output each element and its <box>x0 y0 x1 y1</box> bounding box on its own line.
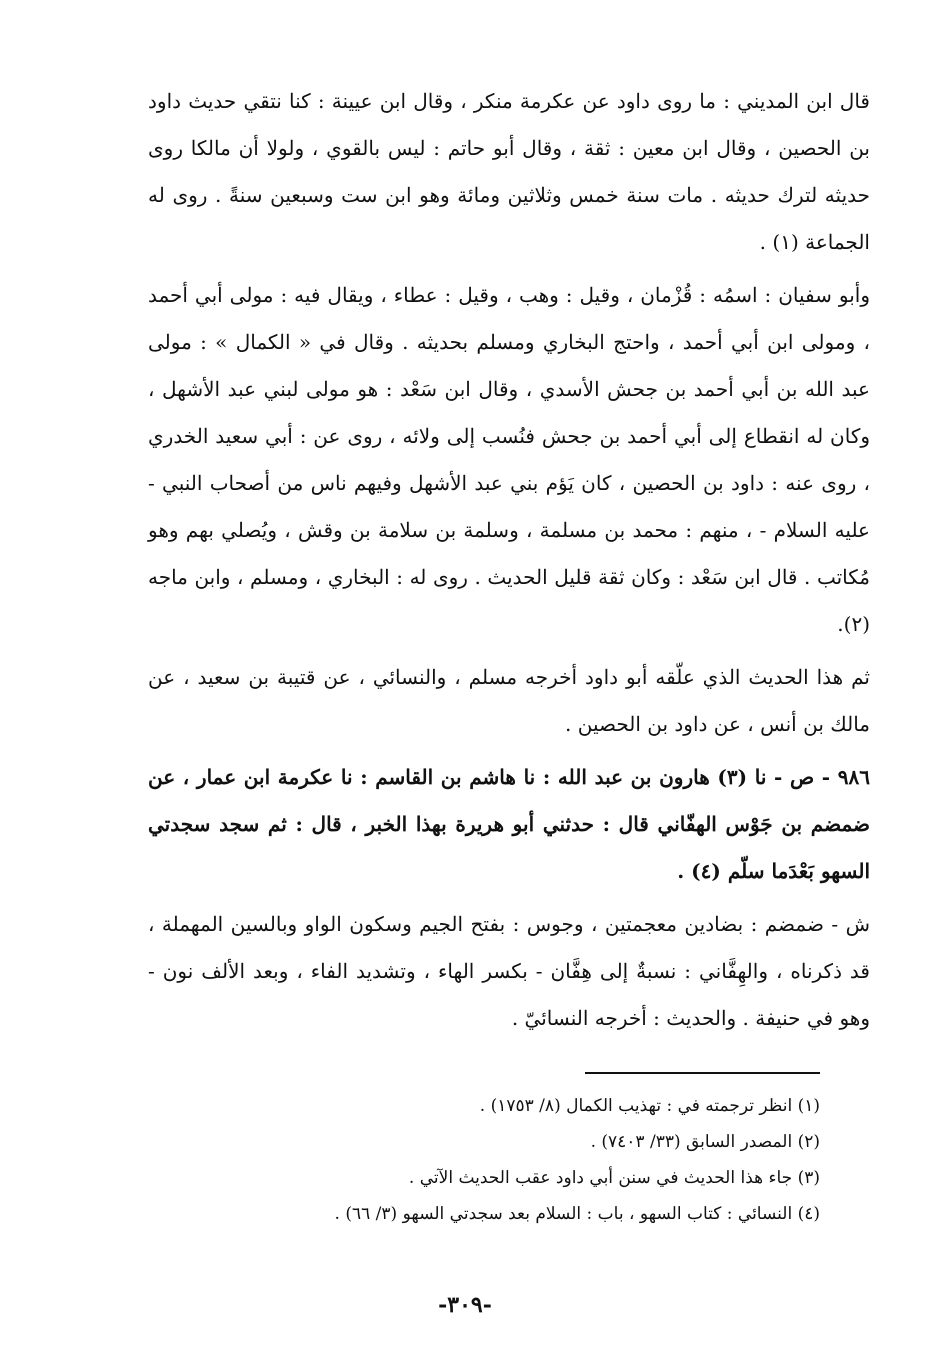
footnote-2: (٢) المصدر السابق (٣٣/ ٧٤٠٣) . <box>590 1132 820 1152</box>
hadith-986: ٩٨٦ - ص - نا (٣) هارون بن عبد الله : نا هاشم بن القاسم : نا عكرمة ابن عمار ، عن ضمضم بن جَوْس الهفّاني قال : حدثني أبو هريرة بهذا الخبر ، قال : ثم سجد سجدتي السهو بَعْدَما سلّم (٤) . <box>148 765 870 883</box>
paragraph-ibn-madini: قال ابن المديني : ما روى داود عن عكرمة منكر ، وقال ابن عيينة : كنا نتقي حديث داود بن الحصين ، وقال ابن معين : ثقة ، وقال أبو حاتم : ليس بالقوي ، ولولا أن مالكا روى حديثه لترك حديثه . مات سنة خمس وثلاثين ومائة وهو ابن ست وسبعين سنةً . روى له الجماعة (١) . <box>148 89 870 254</box>
footnote-4: (٤) النسائي : كتاب السهو ، باب : السلام بعد سجدتي السهو (٣/ ٦٦) . <box>334 1204 820 1224</box>
footnote-separator <box>585 1072 820 1074</box>
main-text-block <box>148 78 870 1042</box>
paragraph-abu-sufyan: وأبو سفيان : اسمُه : قُزْمان ، وقيل : وهب ، وقيل : عطاء ، ويقال فيه : مولى أبي أحمد ، ومولى ابن أبي أحمد ، واحتج البخاري ومسلم بحديثه . وقال في « الكمال » : مولى عبد الله بن أبي أحمد بن جحش الأسدي ، وقال ابن سَعْد : هو مولى لبني عبد الأشهل ، وكان له انقطاع إلى أبي أحمد بن جحش فنُسب إلى ولائه ، روى عن : أبي سعيد الخدري ، روى عنه : داود بن الحصين ، كان يَؤم بني عبد الأشهل وفيهم ناس من أصحاب النبي - عليه السلام - ، منهم : محمد بن مسلمة ، وسلمة بن سلامة بن وقش ، ويُصلي بهم وهو مُكاتب . قال ابن سَعْد : وكان ثقة قليل الحديث . روى له : البخاري ، ومسلم ، وابن ماجه (٢). <box>148 283 871 636</box>
footnotes <box>190 1088 820 1232</box>
paragraph-hadith-source: ثم هذا الحديث الذي علّقه أبو داود أخرجه مسلم ، والنسائي ، عن قتيبة بن سعيد ، عن مالك بن أنس ، عن داود بن الحصين . <box>148 665 870 736</box>
footnote-1: (١) انظر ترجمته في : تهذيب الكمال (٨/ ١٧٥٣) . <box>479 1096 820 1116</box>
commentary-paragraph: ش - ضمضم : بضادين معجمتين ، وجوس : بفتح الجيم وسكون الواو وبالسين المهملة ، قد ذكرناه ، والهِفَّاني : نسبةٌ إلى هِفَّان - بكسر الهاء ، وتشديد الفاء ، وبعد الألف نون - وهو في حنيفة . والحديث : أخرجه النسائيّ . <box>148 912 870 1030</box>
page-number: -٣٠٩- <box>438 1292 492 1318</box>
footnote-3: (٣) جاء هذا الحديث في سنن أبي داود عقب الحديث الآتي . <box>408 1168 820 1188</box>
